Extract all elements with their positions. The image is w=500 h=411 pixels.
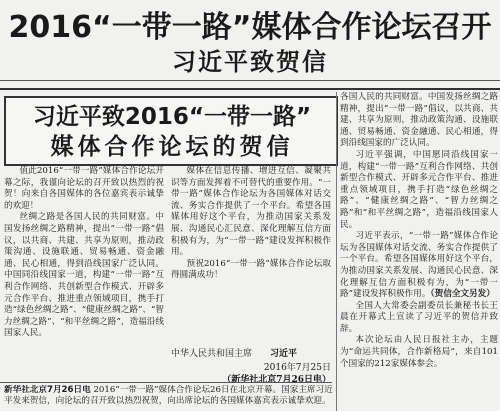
news-article-start [4, 385, 334, 411]
letter-paragraph: 媒体在信息传播、增进互信、凝聚共识等方面发挥着不可替代的重要作用。“一带一路”媒体合作论坛为各国媒体对话交流、务实合作提供了一个平台。希望各国媒体用好这个平台，为推动国家关系发展、沟通民心汇民意、深化理解互信方面积极有为，为“一带一路”建设发挥积极作用。 [171, 166, 331, 258]
letter-title-line1: 习近平致2016“一带一路” [32, 104, 312, 130]
news-paragraph: 全国人大常委会副委员长兼秘书长王晨在开幕式上宣读了习近平的贺信并致辞。 [340, 300, 498, 334]
news-dateline: 新华社北京7月26日电 [4, 385, 91, 395]
news-paragraph: 习近平强调，中国愿同沿线国家一道，构建“一带一路”互利合作网络、共创新型合作模式、开辟多元合作平台、推进重点领域项目，携手打造“绿色丝绸之路”、“健康丝绸之路”、“智力丝绸之路”和“和平丝绸之路”，造福沿线国家人民。 [340, 149, 498, 230]
subheadline: 习近平致贺信 [172, 48, 328, 76]
letter-column-1 [4, 166, 164, 394]
letter-signature [171, 346, 331, 359]
letter-title-line2: 媒体合作论坛的贺信 [50, 134, 294, 160]
letter-source: （新华社北京7月26日电） [222, 375, 331, 385]
letter-paragraph: 丝绸之路是各国人民的共同财富。中国发扬丝绸之路精神，提出“一带一路”倡议，以共商、共建、共享为原则，推动政策沟通、设施联通、贸易畅通、资金融通、民心相通，得到沿线国家广泛认同。中国同沿线国家一道，构建“一带一路”互利合作网络、共创新型合作模式、开辟多元合作平台、推进重点领域项目，携手打造“绿色丝绸之路”、“健康丝绸之路”、“智力丝绸之路”、“和平丝绸之路”，造福沿线国家人民。 [4, 212, 164, 339]
headline: 2016“一带一路”媒体合作论坛召开 [8, 10, 492, 45]
divider [0, 382, 332, 383]
letter-paragraph: 预祝2016“一带一路”媒体合作论坛取得圆满成功！ [171, 258, 331, 281]
news-text: 2016“一带一路”媒体合作论坛26日在北京开幕。国家主席习近平发来贺信，向论坛的召开致以热烈祝贺，向出席论坛的各国媒体嘉宾表示诚挚欢迎。 [4, 385, 333, 406]
divider [0, 80, 500, 81]
news-paragraph [340, 231, 498, 301]
column-divider [336, 92, 337, 411]
news-paragraph-tag: （贺信全文另发） [430, 289, 495, 300]
news-paragraph: 各国人民的共同财富。中国发扬丝绸之路精神，提出“一带一路”倡议，以共商、共建、共享为原则，推动政策沟通、设施联通、贸易畅通、资金融通、民心相通，得到沿线国家的广泛认同。 [340, 92, 498, 149]
news-paragraph-text: 习近平表示，“一带一路”媒体合作论坛为各国媒体对话交流、务实合作提供了一个平台。希望各国媒体用好这个平台，为推动国家关系发展、沟通民心民意、深化理解互信方面积极有为，为“一带一路”建设发挥积极作用。 [340, 231, 498, 300]
signature-title: 中华人民共和国主席 [171, 349, 253, 359]
letter-column-2 [171, 166, 331, 344]
divider [0, 88, 500, 90]
signature-name: 习近平 [270, 349, 298, 359]
news-paragraph: 本次论坛由人民日报社主办，主题为“命运共同体，合作新格局”，来自101个国家的212家媒体参会。 [340, 335, 498, 369]
news-right-column [340, 92, 498, 410]
letter-date: 2016年7月25日 [263, 363, 331, 373]
letter-paragraph: 值此2016“一带一路”媒体合作论坛开幕之际，我谨向论坛的召开致以热烈的祝贺！向来自各国媒体的各位嘉宾表示诚挚的欢迎！ [4, 166, 164, 211]
